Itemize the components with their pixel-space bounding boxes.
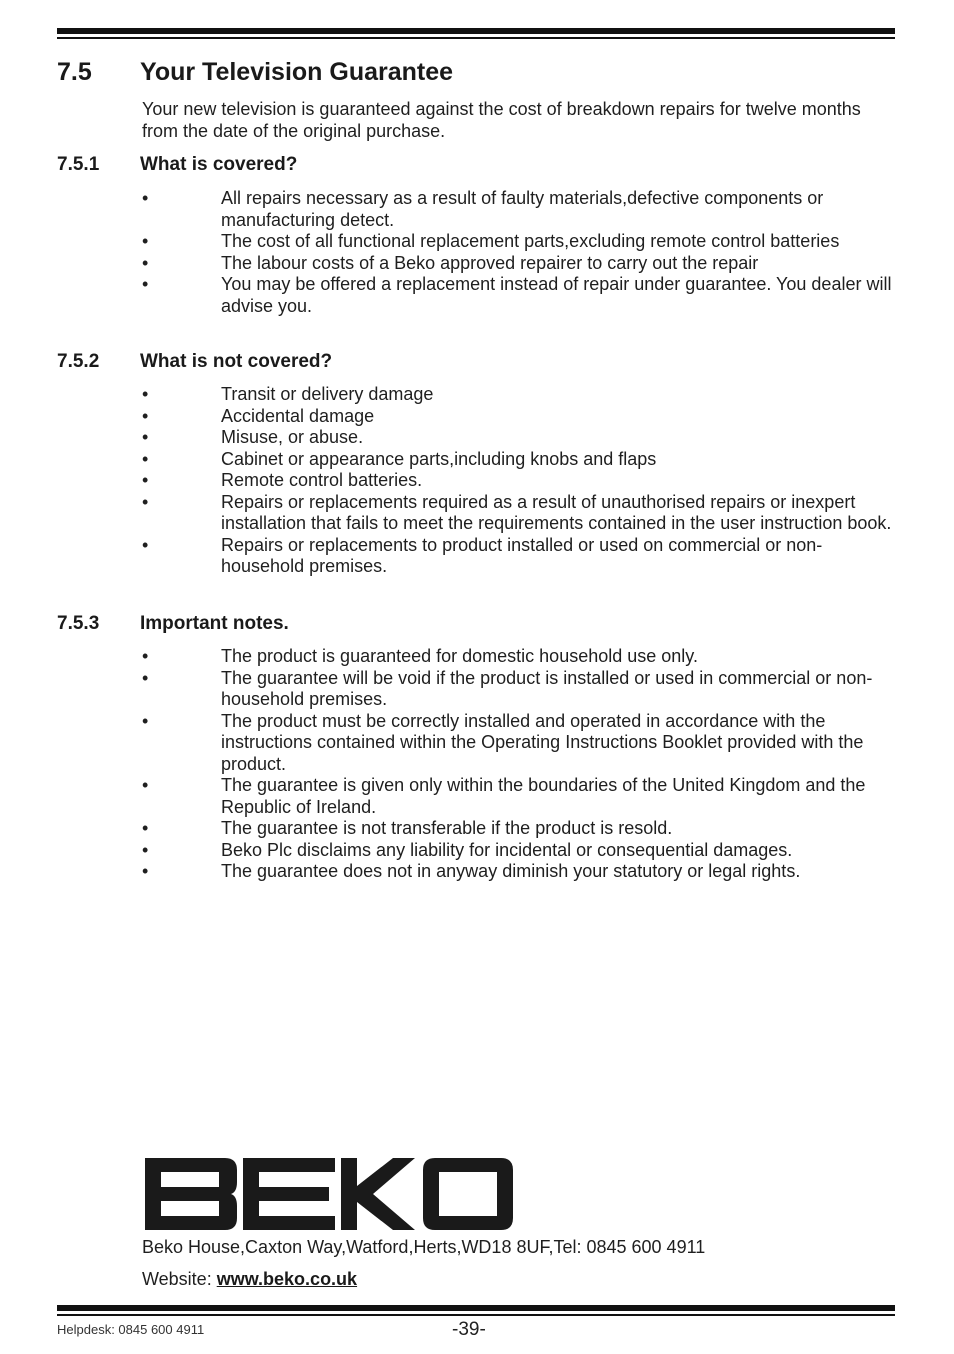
notes-title: Important notes.: [140, 613, 289, 634]
page-number: -39-: [452, 1319, 486, 1340]
list-item-text: Accidental damage: [221, 405, 375, 426]
covered-number: 7.5.1: [57, 154, 100, 175]
list-item: [142, 840, 894, 862]
section-number: 7.5: [57, 58, 92, 86]
list-item-text: The guarantee does not in anyway diminish your statutory or legal rights.: [221, 861, 801, 881]
bullet-icon: •: [142, 839, 149, 860]
helpdesk-number: Helpdesk: 0845 600 4911: [57, 1322, 205, 1337]
footer-rule-thick: [57, 1305, 895, 1311]
covered-title: What is covered?: [140, 154, 298, 175]
bullet-icon: •: [142, 188, 149, 208]
bullet-icon: •: [142, 252, 149, 273]
list-item-text: Transit or delivery damage: [221, 384, 434, 404]
bullet-icon: •: [142, 534, 149, 555]
bullet-icon: •: [142, 448, 149, 469]
notes-heading: [57, 613, 289, 635]
covered-heading: [57, 154, 297, 176]
not-covered-title: What is not covered?: [140, 351, 333, 372]
list-item: [142, 231, 894, 253]
list-item-text: The cost of all functional replacement parts,excluding remote control batteries: [221, 231, 840, 251]
list-item: [142, 427, 894, 449]
list-item-text: Misuse, or abuse.: [221, 427, 364, 447]
list-item: [142, 711, 894, 776]
bullet-icon: •: [142, 384, 149, 404]
bullet-icon: •: [142, 667, 149, 688]
header-rule-thin: [57, 37, 895, 39]
bullet-icon: •: [142, 427, 149, 447]
list-item: [142, 384, 894, 406]
list-item-text: Remote control batteries.: [221, 470, 423, 490]
list-item: [142, 535, 894, 578]
list-item: [142, 274, 894, 317]
list-item-text: Repairs or replacements to product installed or used on commercial or non-household premises.: [221, 534, 823, 576]
list-item: [142, 492, 894, 535]
list-item-text: The guarantee is not transferable if the product is resold.: [221, 818, 673, 838]
not-covered-list: [142, 384, 894, 578]
list-item: [142, 861, 894, 883]
notes-number: 7.5.3: [57, 613, 100, 634]
list-item-text: Cabinet or appearance parts,including knobs and flaps: [221, 448, 657, 469]
footer-rule-thin: [57, 1314, 895, 1316]
list-item: [142, 470, 894, 492]
list-item: [142, 406, 894, 428]
list-item: [142, 668, 894, 711]
notes-list: [142, 646, 894, 883]
header-rule-thick: [57, 28, 895, 34]
list-item-text: Beko Plc disclaims any liability for incidental or consequential damages.: [221, 839, 793, 860]
not-covered-number: 7.5.2: [57, 351, 100, 372]
list-item: [142, 775, 894, 818]
intro-paragraph: Your new television is guaranteed against the cost of breakdown repairs for twelve months from the date of the original purchase.: [142, 99, 861, 141]
list-item-text: Repairs or replacements required as a result of unauthorised repairs or inexpert installation that fails to meet the requirements contained in the user instruction book.: [221, 491, 892, 533]
website-link[interactable]: www.beko.co.uk: [216, 1269, 358, 1289]
bullet-icon: •: [142, 646, 149, 666]
website-label: Website:: [142, 1269, 217, 1289]
list-item-text: The labour costs of a Beko approved repairer to carry out the repair: [221, 252, 759, 273]
section-title: [57, 58, 453, 87]
section-title-text: Your Television Guarantee: [140, 58, 454, 86]
list-item-text: You may be offered a replacement instead of repair under guarantee. You dealer will advise you.: [221, 274, 892, 316]
list-item: [142, 646, 894, 668]
list-item-text: The product must be correctly installed and operated in accordance with the instructions contained within the Operating Instructions Booklet provided with the product.: [221, 710, 864, 774]
bullet-icon: •: [142, 491, 149, 512]
bullet-icon: •: [142, 405, 149, 426]
bullet-icon: •: [142, 274, 149, 294]
list-item-text: The guarantee will be void if the product is installed or used in commercial or non-household premises.: [221, 667, 873, 709]
bullet-icon: •: [142, 818, 149, 838]
not-covered-heading: [57, 351, 332, 373]
list-item: [142, 449, 894, 471]
list-item: [142, 253, 894, 275]
beko-logo: [145, 1158, 513, 1230]
company-address: Beko House,Caxton Way,Watford,Herts,WD18 8UF,Tel: 0845 600 4911: [142, 1237, 706, 1257]
list-item: [142, 818, 894, 840]
bullet-icon: •: [142, 710, 149, 731]
list-item-text: The product is guaranteed for domestic household use only.: [221, 646, 698, 666]
list-item: [142, 188, 894, 231]
list-item-text: All repairs necessary as a result of faulty materials,defective components or manufacturing detect.: [221, 188, 824, 230]
website-line: [142, 1269, 357, 1290]
list-item-text: The guarantee is given only within the boundaries of the United Kingdom and the Republic of Ireland.: [221, 775, 866, 817]
bullet-icon: •: [142, 775, 149, 795]
bullet-icon: •: [142, 470, 149, 490]
covered-list: [142, 188, 894, 317]
bullet-icon: •: [142, 861, 149, 881]
bullet-icon: •: [142, 231, 149, 251]
